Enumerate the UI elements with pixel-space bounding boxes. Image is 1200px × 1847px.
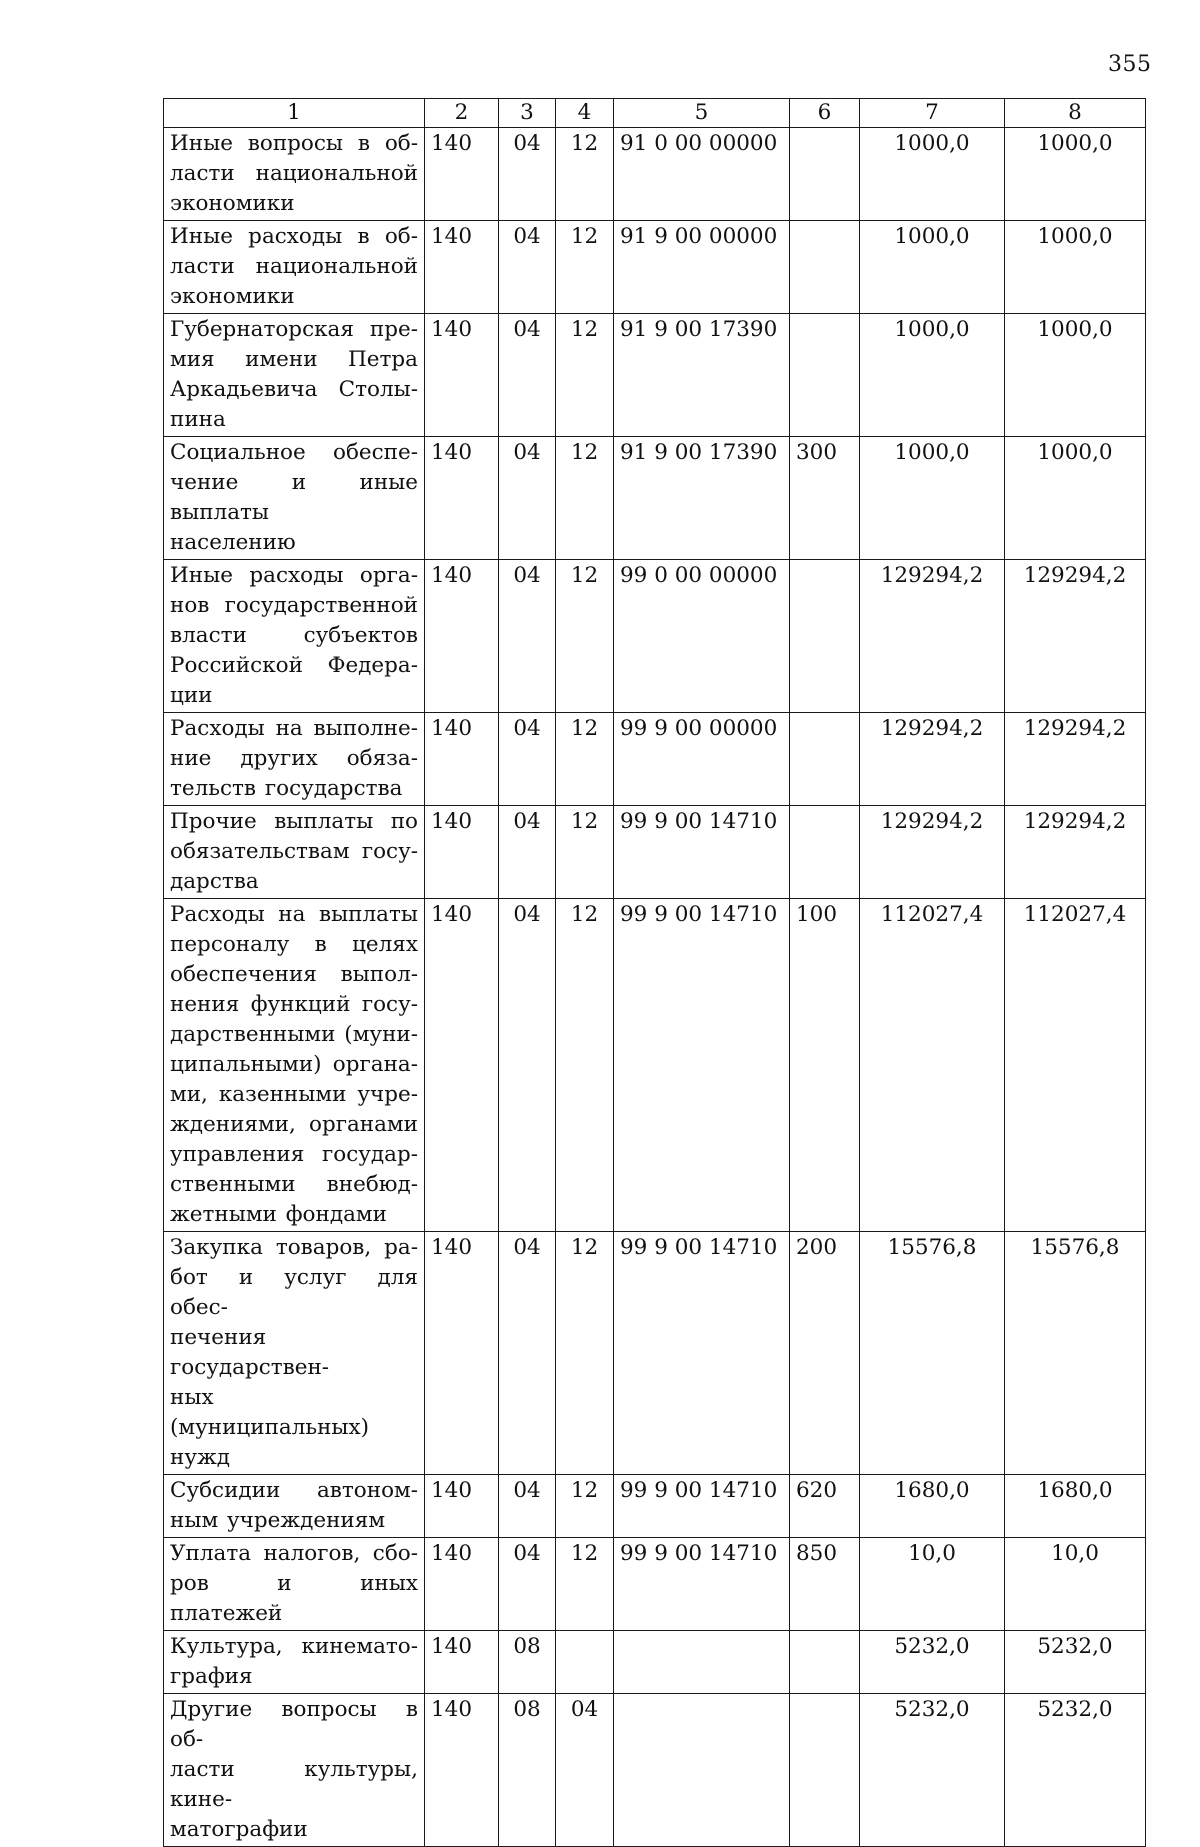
ministry-code-cell: 140 <box>425 1475 499 1538</box>
subsection-code-cell: 12 <box>556 560 614 713</box>
amount-year2-cell: 129294,2 <box>1005 560 1146 713</box>
table-row <box>164 1694 1146 1847</box>
table-body <box>164 128 1146 1847</box>
section-code-cell: 04 <box>499 437 556 560</box>
column-header: 1 <box>164 99 425 128</box>
amount-year1-cell: 1000,0 <box>860 437 1005 560</box>
table-row <box>164 128 1146 221</box>
ministry-code-cell: 140 <box>425 1631 499 1694</box>
item-name-cell: Расходы на выплаты персоналу в целях обеспечения выпол- нения функций госу- дарственными (муни- ципальными) органа- ми, казенными учре- ждениями, органами управления государ- ственными внебюд- жетными фондами <box>164 899 425 1232</box>
column-header: 7 <box>860 99 1005 128</box>
section-code-cell: 04 <box>499 1232 556 1475</box>
subsection-code-cell: 12 <box>556 1232 614 1475</box>
table-row <box>164 1631 1146 1694</box>
ministry-code-cell: 140 <box>425 899 499 1232</box>
target-article-cell: 99 9 00 14710 <box>614 806 790 899</box>
item-name-cell: Закупка товаров, ра- бот и услуг для обес- печения государствен- ных (муниципальных) нужд <box>164 1232 425 1475</box>
expense-type-cell <box>790 128 860 221</box>
target-article-cell: 99 9 00 00000 <box>614 713 790 806</box>
column-header: 2 <box>425 99 499 128</box>
page-number: 355 <box>1108 52 1152 77</box>
column-header: 4 <box>556 99 614 128</box>
item-name-cell: Субсидии автоном- ным учреждениям <box>164 1475 425 1538</box>
amount-year1-cell: 112027,4 <box>860 899 1005 1232</box>
amount-year2-cell: 1000,0 <box>1005 128 1146 221</box>
table-row <box>164 437 1146 560</box>
subsection-code-cell <box>556 1631 614 1694</box>
amount-year2-cell: 5232,0 <box>1005 1694 1146 1847</box>
table-row <box>164 899 1146 1232</box>
amount-year1-cell: 1000,0 <box>860 314 1005 437</box>
expense-type-cell: 200 <box>790 1232 860 1475</box>
item-name-cell: Прочие выплаты по обязательствам госу- дарства <box>164 806 425 899</box>
ministry-code-cell: 140 <box>425 560 499 713</box>
ministry-code-cell: 140 <box>425 221 499 314</box>
ministry-code-cell: 140 <box>425 314 499 437</box>
expense-type-cell <box>790 713 860 806</box>
column-number-row <box>164 99 1146 128</box>
amount-year1-cell: 129294,2 <box>860 560 1005 713</box>
target-article-cell: 99 9 00 14710 <box>614 1475 790 1538</box>
table-row <box>164 1232 1146 1475</box>
amount-year1-cell: 15576,8 <box>860 1232 1005 1475</box>
subsection-code-cell: 12 <box>556 128 614 221</box>
subsection-code-cell: 12 <box>556 1475 614 1538</box>
target-article-cell: 99 0 00 00000 <box>614 560 790 713</box>
amount-year1-cell: 1680,0 <box>860 1475 1005 1538</box>
subsection-code-cell: 12 <box>556 713 614 806</box>
amount-year2-cell: 129294,2 <box>1005 713 1146 806</box>
section-code-cell: 04 <box>499 899 556 1232</box>
item-name-cell: Культура, кинемато- графия <box>164 1631 425 1694</box>
amount-year1-cell: 1000,0 <box>860 221 1005 314</box>
item-name-cell: Расходы на выполне- ние других обяза- тельств государства <box>164 713 425 806</box>
expense-type-cell: 850 <box>790 1538 860 1631</box>
subsection-code-cell: 12 <box>556 899 614 1232</box>
column-header: 6 <box>790 99 860 128</box>
expense-type-cell: 300 <box>790 437 860 560</box>
item-name-cell: Иные расходы в об- ласти национальной экономики <box>164 221 425 314</box>
amount-year1-cell: 129294,2 <box>860 713 1005 806</box>
section-code-cell: 04 <box>499 1475 556 1538</box>
section-code-cell: 04 <box>499 128 556 221</box>
section-code-cell: 08 <box>499 1694 556 1847</box>
subsection-code-cell: 12 <box>556 806 614 899</box>
amount-year2-cell: 129294,2 <box>1005 806 1146 899</box>
target-article-cell: 99 9 00 14710 <box>614 1538 790 1631</box>
ministry-code-cell: 140 <box>425 1232 499 1475</box>
ministry-code-cell: 140 <box>425 1538 499 1631</box>
subsection-code-cell: 12 <box>556 437 614 560</box>
expense-type-cell <box>790 806 860 899</box>
section-code-cell: 04 <box>499 560 556 713</box>
subsection-code-cell: 12 <box>556 1538 614 1631</box>
amount-year2-cell: 112027,4 <box>1005 899 1146 1232</box>
column-header: 5 <box>614 99 790 128</box>
expense-type-cell <box>790 1694 860 1847</box>
amount-year2-cell: 10,0 <box>1005 1538 1146 1631</box>
section-code-cell: 04 <box>499 806 556 899</box>
section-code-cell: 04 <box>499 314 556 437</box>
item-name-cell: Уплата налогов, сбо- ров и иных платежей <box>164 1538 425 1631</box>
section-code-cell: 04 <box>499 713 556 806</box>
ministry-code-cell: 140 <box>425 806 499 899</box>
ministry-code-cell: 140 <box>425 128 499 221</box>
amount-year1-cell: 129294,2 <box>860 806 1005 899</box>
amount-year2-cell: 1680,0 <box>1005 1475 1146 1538</box>
amount-year2-cell: 1000,0 <box>1005 437 1146 560</box>
amount-year2-cell: 5232,0 <box>1005 1631 1146 1694</box>
table-row <box>164 560 1146 713</box>
ministry-code-cell: 140 <box>425 713 499 806</box>
amount-year1-cell: 1000,0 <box>860 128 1005 221</box>
target-article-cell: 99 9 00 14710 <box>614 899 790 1232</box>
amount-year2-cell: 1000,0 <box>1005 221 1146 314</box>
section-code-cell: 08 <box>499 1631 556 1694</box>
subsection-code-cell: 04 <box>556 1694 614 1847</box>
amount-year1-cell: 5232,0 <box>860 1631 1005 1694</box>
expense-type-cell: 100 <box>790 899 860 1232</box>
table-row <box>164 1538 1146 1631</box>
table-row <box>164 221 1146 314</box>
expense-type-cell: 620 <box>790 1475 860 1538</box>
subsection-code-cell: 12 <box>556 314 614 437</box>
budget-table <box>163 98 1146 1847</box>
section-code-cell: 04 <box>499 221 556 314</box>
target-article-cell <box>614 1694 790 1847</box>
amount-year1-cell: 5232,0 <box>860 1694 1005 1847</box>
item-name-cell: Другие вопросы в об- ласти культуры, кине- матографии <box>164 1694 425 1847</box>
expense-type-cell <box>790 221 860 314</box>
item-name-cell: Иные вопросы в об- ласти национальной экономики <box>164 128 425 221</box>
target-article-cell <box>614 1631 790 1694</box>
target-article-cell: 91 0 00 00000 <box>614 128 790 221</box>
expense-type-cell <box>790 1631 860 1694</box>
amount-year1-cell: 10,0 <box>860 1538 1005 1631</box>
item-name-cell: Социальное обеспе- чение и иные выплаты населению <box>164 437 425 560</box>
ministry-code-cell: 140 <box>425 437 499 560</box>
ministry-code-cell: 140 <box>425 1694 499 1847</box>
section-code-cell: 04 <box>499 1538 556 1631</box>
table-row <box>164 806 1146 899</box>
column-header: 8 <box>1005 99 1146 128</box>
expense-type-cell <box>790 560 860 713</box>
target-article-cell: 91 9 00 00000 <box>614 221 790 314</box>
table-row <box>164 314 1146 437</box>
target-article-cell: 99 9 00 14710 <box>614 1232 790 1475</box>
column-header: 3 <box>499 99 556 128</box>
target-article-cell: 91 9 00 17390 <box>614 314 790 437</box>
subsection-code-cell: 12 <box>556 221 614 314</box>
amount-year2-cell: 1000,0 <box>1005 314 1146 437</box>
item-name-cell: Иные расходы орга- нов государственной власти субъектов Российской Федера- ции <box>164 560 425 713</box>
table-row <box>164 1475 1146 1538</box>
expense-type-cell <box>790 314 860 437</box>
table-row <box>164 713 1146 806</box>
amount-year2-cell: 15576,8 <box>1005 1232 1146 1475</box>
item-name-cell: Губернаторская пре- мия имени Петра Аркадьевича Столы- пина <box>164 314 425 437</box>
target-article-cell: 91 9 00 17390 <box>614 437 790 560</box>
